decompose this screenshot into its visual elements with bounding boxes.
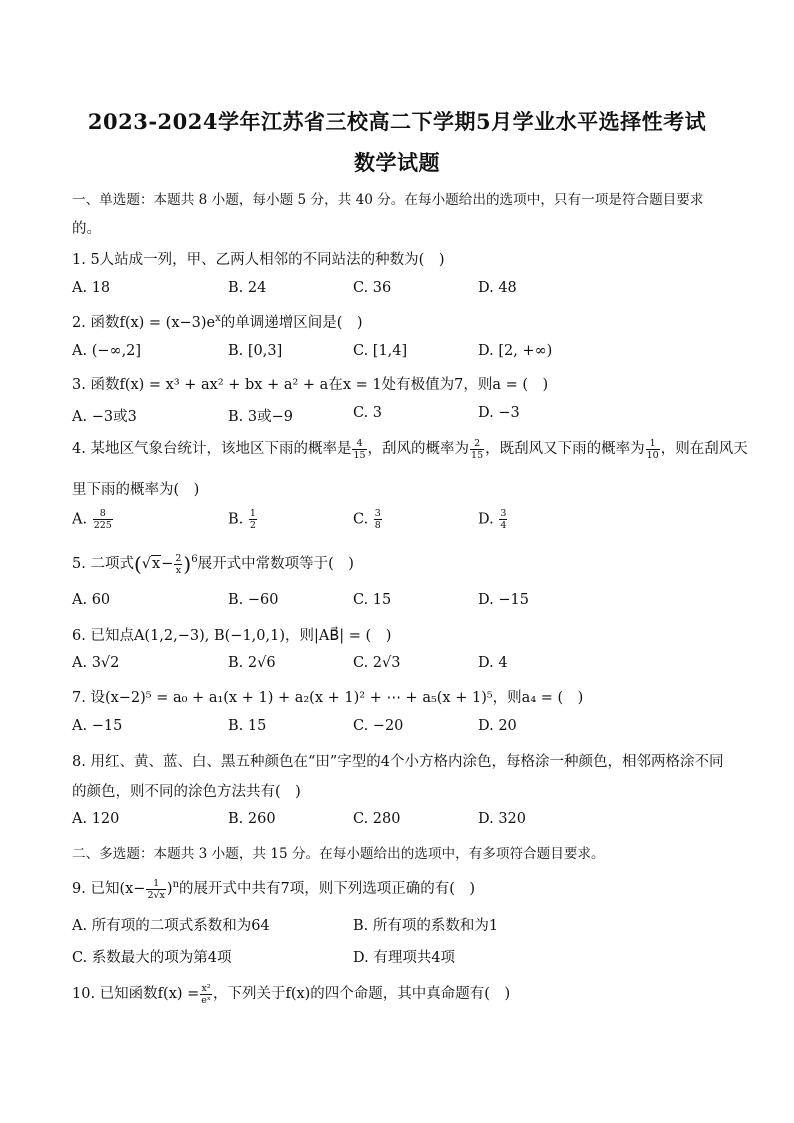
q8-option-a: A. 120 — [72, 811, 120, 827]
section1-heading-line1: 一、单选题：本题共 8 小题，每小题 5 分，共 40 分。在每小题给出的选项中，只有一项是符合题目要求 — [72, 192, 704, 208]
exam-subtitle: 数学试题 — [354, 150, 440, 175]
q8-option-c: C. 280 — [353, 811, 401, 827]
q2-option-a: A. (−∞,2] — [72, 343, 142, 359]
q5-option-a: A. 60 — [72, 592, 111, 608]
q8-stem-line1: 8. 用红、黄、蓝、白、黑五种颜色在“田”字型的4个小方格内涂色，每格涂一种颜色，相邻两格涂不同 — [72, 754, 724, 770]
q2-stem — [72, 311, 363, 332]
q4-option-b-numerator: 1 — [249, 508, 256, 519]
q7-option-c: C. −20 — [353, 718, 404, 734]
q2-option-b: B. [0,3] — [228, 343, 283, 359]
q4-option-b-denominator: 2 — [249, 520, 256, 531]
q5-minus-sign: − — [161, 556, 174, 572]
q9-fraction-denominator: 2√x — [147, 889, 165, 901]
q2-exponent: x — [215, 313, 221, 325]
q8-stem-line2: 的颜色，则不同的涂色方法共有( ) — [72, 784, 301, 800]
q4-option-d-numerator: 3 — [500, 508, 507, 519]
q2-stem-prefix: 2. 函数 — [72, 315, 120, 331]
q4-fraction-both — [646, 438, 660, 461]
q8-option-d: D. 320 — [478, 811, 527, 827]
q1-stem: 1. 5人站成一列，甲、乙两人相邻的不同站法的种数为( ) — [72, 252, 445, 268]
q9-option-a: A. 所有项的二项式系数和为64 — [72, 918, 270, 934]
q9-option-d: D. 有理项共4项 — [353, 950, 456, 966]
q6-option-c: C. 2√3 — [353, 655, 401, 671]
q7-option-d: D. 20 — [478, 718, 517, 734]
q5-option-c: C. 15 — [353, 592, 392, 608]
q4-option-d-fraction — [499, 508, 507, 531]
q4-fraction-wind-numerator: 2 — [470, 438, 484, 450]
q1-option-d: D. 48 — [478, 280, 517, 296]
q4-option-c-fraction — [374, 508, 382, 531]
q4-fraction-both-denominator: 10 — [646, 449, 659, 461]
q9-stem-prefix: 9. 已知(x− — [72, 881, 146, 897]
q5-fraction-numerator: 2 — [175, 552, 182, 564]
q4-stem-part-d: ，则在刮风天 — [660, 441, 748, 457]
q9-close-paren: ) — [166, 881, 173, 897]
q5-fraction-denominator: x — [175, 564, 182, 576]
q5-option-d: D. −15 — [478, 592, 529, 608]
q2-option-c: C. [1,4] — [353, 343, 408, 359]
q5-exponent: 6 — [191, 554, 198, 566]
q4-fraction-wind-denominator: 15 — [471, 449, 484, 461]
q4-stem-part-b: ，刮风的概率为 — [367, 441, 470, 457]
q4-option-d-label: D. — [478, 511, 494, 528]
q3-option-a: A. −3或3 — [72, 409, 137, 425]
section2-heading: 二、多选题：本题共 3 小题，共 15 分。在每小题给出的选项中，有多项符合题目要求。 — [72, 846, 605, 862]
q10-fraction-numerator: x² — [201, 982, 211, 994]
q6-stem: 6. 已知点A(1,2,−3), B(−1,0,1)，则|AB⃗| = ( ) — [72, 628, 392, 644]
q9-fraction — [146, 878, 165, 901]
q8-option-b: B. 260 — [228, 811, 276, 827]
q9-fraction-numerator: 1 — [146, 878, 165, 890]
q1-option-a: A. 18 — [72, 280, 111, 296]
q5-stem — [72, 552, 354, 576]
q4-option-a-denominator: 225 — [93, 520, 112, 531]
q4-stem-part-c: ，既刮风又下雨的概率为 — [485, 441, 645, 457]
q4-option-a-numerator: 8 — [93, 508, 113, 520]
section1-heading-line2: 的。 — [72, 221, 101, 237]
q4-option-a — [72, 508, 114, 531]
exam-title: 2023-2024学年江苏省三校高二下学期5月学业水平选择性考试 — [87, 109, 707, 134]
q3-stem: 3. 函数f(x) = x³ + ax² + bx + a² + a在x = 1处有极值为7，则a = ( ) — [72, 377, 549, 393]
q5-sqrt-radicand: x — [152, 556, 161, 572]
q4-option-b-fraction — [249, 508, 257, 531]
q4-stem-line1 — [72, 437, 748, 461]
q10-fraction-denominator: eˣ — [201, 994, 211, 1006]
q9-exponent: n — [172, 879, 180, 891]
q9-stem-suffix: 的展开式中共有7项，则下列选项正确的有( ) — [179, 881, 476, 897]
q5-stem-prefix: 5. 二项式 — [72, 556, 134, 572]
q6-option-d: D. 4 — [478, 655, 508, 671]
q4-option-c-denominator: 8 — [374, 520, 381, 531]
q5-sqrt-sign: √ — [141, 556, 152, 572]
q5-stem-suffix: 展开式中常数项等于( ) — [197, 556, 354, 572]
q9-option-b: B. 所有项的系数和为1 — [353, 918, 499, 934]
q7-stem: 7. 设(x−2)⁵ = a₀ + a₁(x + 1) + a₂(x + 1)² + ⋯ + a₅(x + 1)⁵，则a₄ = ( ) — [72, 690, 584, 706]
q6-option-b: B. 2√6 — [228, 655, 276, 671]
q10-stem-prefix: 10. 已知函数f(x) = — [72, 986, 200, 1002]
q4-fraction-rain-denominator: 15 — [353, 449, 366, 461]
q5-option-b: B. −60 — [228, 592, 279, 608]
q7-option-a: A. −15 — [72, 718, 123, 734]
q3-option-b: B. 3或−9 — [228, 409, 293, 425]
q2-stem-suffix: 的单调递增区间是( ) — [220, 315, 363, 331]
q1-option-b: B. 24 — [228, 280, 267, 296]
q4-fraction-both-numerator: 1 — [646, 438, 660, 450]
q7-option-b: B. 15 — [228, 718, 267, 734]
q4-fraction-rain-numerator: 4 — [352, 438, 366, 450]
q4-stem-line2: 里下雨的概率为( ) — [72, 482, 200, 498]
q4-option-a-fraction — [93, 508, 113, 531]
q1-option-c: C. 36 — [353, 280, 392, 296]
q5-close-paren: ) — [183, 552, 192, 576]
q9-option-c: C. 系数最大的项为第4项 — [72, 950, 232, 966]
q4-option-d — [478, 508, 508, 531]
q2-option-d: D. [2, +∞) — [478, 343, 553, 359]
q10-stem-suffix: ，下列关于f(x)的四个命题，其中真命题有( ) — [212, 986, 511, 1002]
q6-option-a: A. 3√2 — [72, 655, 120, 671]
q2-function: f(x) = (x−3)e — [119, 315, 216, 331]
q4-option-d-denominator: 4 — [500, 520, 507, 531]
q3-option-d: D. −3 — [478, 405, 520, 421]
q4-option-a-label: A. — [72, 511, 88, 528]
q4-fraction-rain — [352, 438, 366, 461]
q9-stem — [72, 877, 475, 901]
q10-fraction — [200, 983, 212, 1006]
q4-option-c — [353, 508, 383, 531]
q4-stem-part-a: 4. 某地区气象台统计，该地区下雨的概率是 — [72, 441, 352, 457]
q4-fraction-wind — [470, 438, 484, 461]
q5-fraction — [174, 553, 182, 576]
q10-stem — [72, 982, 510, 1006]
q3-option-c: C. 3 — [353, 405, 383, 421]
q4-option-b — [228, 508, 258, 531]
q4-option-b-label: B. — [228, 511, 244, 528]
q5-open-paren: ( — [133, 552, 142, 576]
q4-option-c-numerator: 3 — [374, 508, 381, 519]
q4-option-c-label: C. — [353, 511, 369, 528]
